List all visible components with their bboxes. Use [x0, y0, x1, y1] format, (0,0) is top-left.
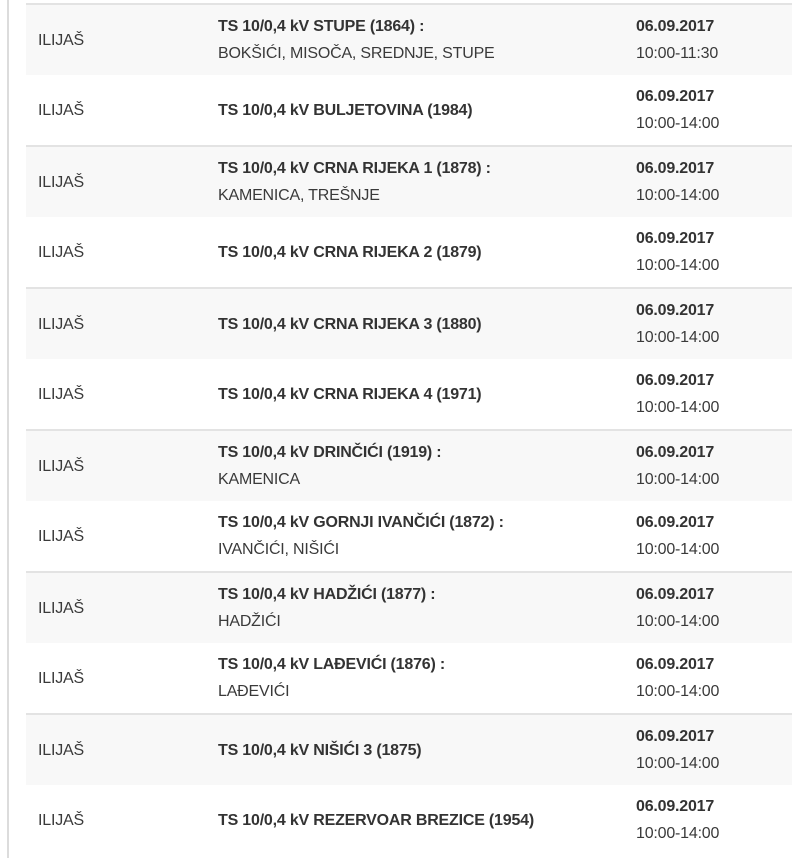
outage-time: 10:00-14:00: [636, 257, 720, 274]
location-cell: [206, 288, 624, 359]
schedule-cell: [624, 501, 792, 572]
schedule-cell: [624, 714, 792, 785]
station-title: TS 10/0,4 kV CRNA RIJEKA 4 (1971): [218, 385, 482, 403]
affected-areas: KAMENICA, TREŠNJE: [218, 187, 380, 204]
affected-areas: LAĐEVIĆI: [218, 683, 290, 700]
table-row: [26, 501, 792, 572]
municipality-label: ILIJAŠ: [38, 315, 84, 333]
page-left-border: [7, 0, 9, 858]
location-cell: [206, 146, 624, 217]
municipality-label: ILIJAŠ: [38, 527, 84, 545]
table-row: [26, 75, 792, 146]
station-title: TS 10/0,4 kV GORNJI IVANČIĆI (1872) :: [218, 514, 504, 531]
table-row: [26, 217, 792, 288]
location-cell: [206, 217, 624, 288]
affected-areas: HADŽIĆI: [218, 613, 281, 630]
outage-time: 10:00-14:00: [636, 187, 720, 204]
municipality-cell: [26, 501, 206, 572]
outage-time: 10:00-14:00: [636, 329, 720, 346]
location-cell: [206, 714, 624, 785]
station-title: TS 10/0,4 kV LAĐEVIĆI (1876) :: [218, 656, 445, 673]
station-title: TS 10/0,4 kV NIŠIĆI 3 (1875): [218, 741, 422, 759]
municipality-cell: [26, 430, 206, 501]
municipality-label: ILIJAŠ: [38, 811, 84, 829]
municipality-label: ILIJAŠ: [38, 669, 84, 687]
municipality-cell: [26, 714, 206, 785]
municipality-label: ILIJAŠ: [38, 385, 84, 403]
municipality-label: ILIJAŠ: [38, 741, 84, 759]
location-cell: [206, 359, 624, 430]
location-cell: [206, 785, 624, 855]
municipality-cell: [26, 146, 206, 217]
station-title: TS 10/0,4 kV STUPE (1864) :: [218, 18, 425, 35]
municipality-cell: [26, 643, 206, 714]
station-title: TS 10/0,4 kV BULJETOVINA (1984): [218, 101, 473, 119]
table-row: [26, 359, 792, 430]
table-row: [26, 714, 792, 785]
outage-date: 06.09.2017: [636, 444, 715, 461]
location-cell: [206, 4, 624, 75]
schedule-cell: [624, 643, 792, 714]
schedule-cell: [624, 359, 792, 430]
municipality-cell: [26, 4, 206, 75]
outage-date: 06.09.2017: [636, 230, 715, 247]
outage-date: 06.09.2017: [636, 798, 715, 815]
outage-time: 10:00-11:30: [636, 45, 719, 62]
outage-date: 06.09.2017: [636, 656, 715, 673]
schedule-cell: [624, 785, 792, 855]
station-title: TS 10/0,4 kV CRNA RIJEKA 1 (1878) :: [218, 160, 491, 177]
outage-time: 10:00-14:00: [636, 683, 720, 700]
table-row: [26, 572, 792, 643]
outage-time: 10:00-14:00: [636, 115, 720, 132]
outage-time: 10:00-14:00: [636, 541, 720, 558]
outage-date: 06.09.2017: [636, 160, 715, 177]
outage-date: 06.09.2017: [636, 302, 715, 319]
location-cell: [206, 501, 624, 572]
station-title: TS 10/0,4 kV REZERVOAR BREZICE (1954): [218, 811, 534, 829]
municipality-cell: [26, 75, 206, 146]
location-cell: [206, 572, 624, 643]
station-title: TS 10/0,4 kV DRINČIĆI (1919) :: [218, 444, 442, 461]
municipality-label: ILIJAŠ: [38, 599, 84, 617]
station-title: TS 10/0,4 kV CRNA RIJEKA 2 (1879): [218, 243, 482, 261]
schedule-cell: [624, 288, 792, 359]
outage-date: 06.09.2017: [636, 18, 715, 35]
outage-date: 06.09.2017: [636, 514, 715, 531]
table-row: [26, 146, 792, 217]
outage-table-body: [26, 4, 792, 855]
municipality-cell: [26, 572, 206, 643]
location-cell: [206, 430, 624, 501]
outage-time: 10:00-14:00: [636, 471, 720, 488]
municipality-label: ILIJAŠ: [38, 243, 84, 261]
affected-areas: IVANČIĆI, NIŠIĆI: [218, 541, 339, 558]
outage-date: 06.09.2017: [636, 728, 715, 745]
municipality-label: ILIJAŠ: [38, 173, 84, 191]
schedule-cell: [624, 146, 792, 217]
outage-time: 10:00-14:00: [636, 755, 720, 772]
affected-areas: BOKŠIĆI, MISOČA, SREDNJE, STUPE: [218, 45, 495, 62]
station-title: TS 10/0,4 kV HADŽIĆI (1877) :: [218, 586, 436, 603]
municipality-cell: [26, 288, 206, 359]
table-row: [26, 430, 792, 501]
outage-time: 10:00-14:00: [636, 613, 720, 630]
table-row: [26, 643, 792, 714]
outage-time: 10:00-14:00: [636, 399, 720, 416]
outage-date: 06.09.2017: [636, 88, 715, 105]
municipality-cell: [26, 785, 206, 855]
municipality-cell: [26, 217, 206, 288]
municipality-label: ILIJAŠ: [38, 31, 84, 49]
schedule-cell: [624, 572, 792, 643]
outage-date: 06.09.2017: [636, 586, 715, 603]
table-row: [26, 4, 792, 75]
schedule-cell: [624, 75, 792, 146]
outage-table: [26, 3, 792, 855]
outage-time: 10:00-14:00: [636, 825, 720, 842]
schedule-cell: [624, 217, 792, 288]
municipality-label: ILIJAŠ: [38, 457, 84, 475]
station-title: TS 10/0,4 kV CRNA RIJEKA 3 (1880): [218, 315, 482, 333]
municipality-cell: [26, 359, 206, 430]
outage-table-container: [26, 3, 792, 855]
location-cell: [206, 643, 624, 714]
table-row: [26, 288, 792, 359]
outage-date: 06.09.2017: [636, 372, 715, 389]
schedule-cell: [624, 430, 792, 501]
location-cell: [206, 75, 624, 146]
schedule-cell: [624, 4, 792, 75]
municipality-label: ILIJAŠ: [38, 101, 84, 119]
table-row: [26, 785, 792, 855]
affected-areas: KAMENICA: [218, 471, 300, 488]
